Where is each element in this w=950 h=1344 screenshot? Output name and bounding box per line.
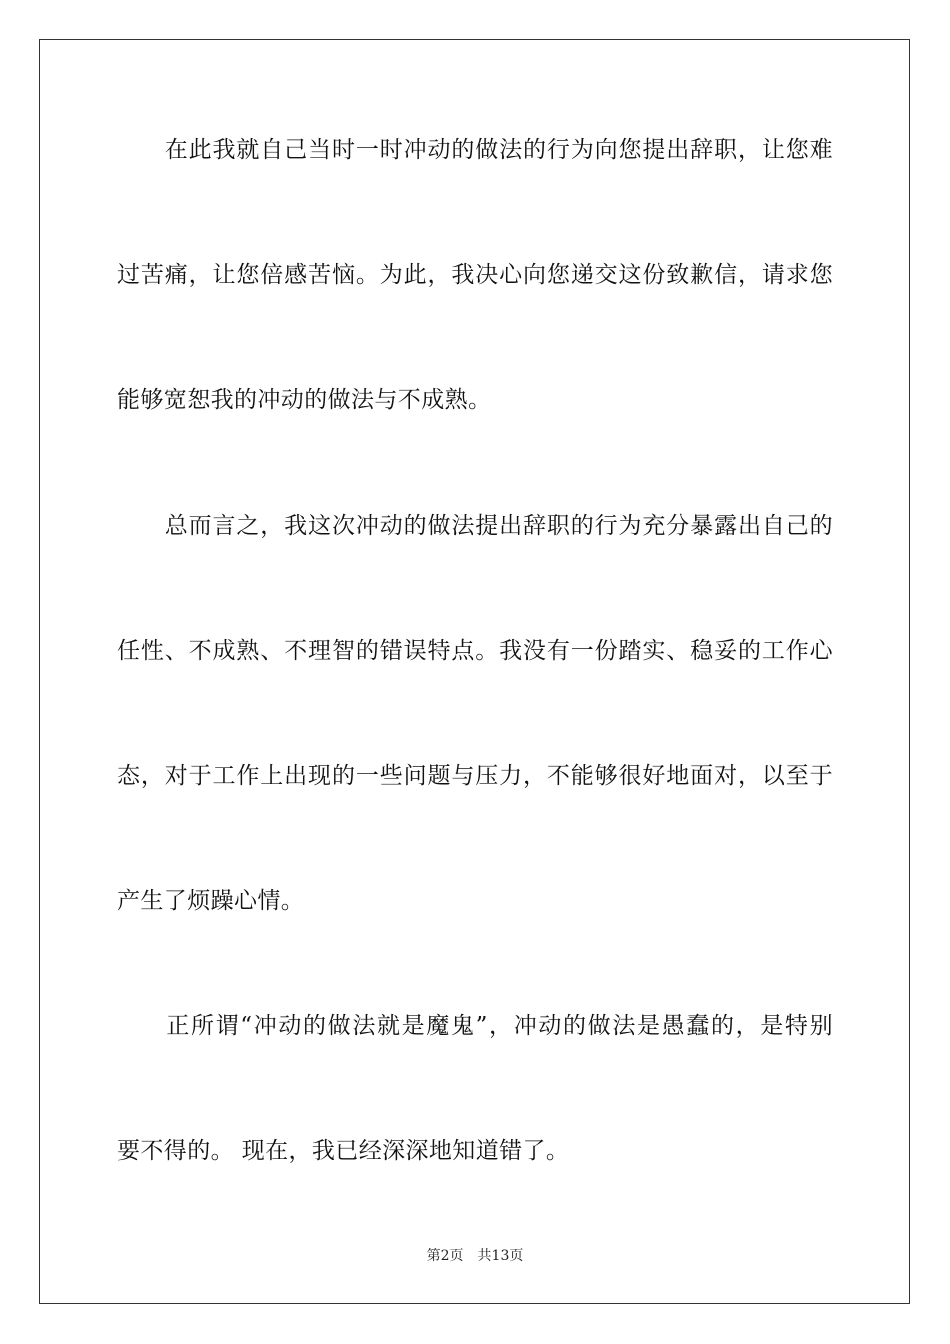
body-text-line: 要不得的。 现在，我已经深深地知道错了。: [117, 1138, 570, 1164]
body-text-line: 正所谓“冲动的做法就是魔鬼”，冲动的做法是愚蠢的，是特别: [117, 1013, 833, 1039]
body-text-line: 在此我就自己当时一时冲动的做法的行为向您提出辞职，让您难: [117, 137, 833, 163]
page-number: 第2页: [426, 1248, 464, 1264]
body-text-line: 总而言之，我这次冲动的做法提出辞职的行为充分暴露出自己的: [117, 513, 833, 539]
body-text-line: 态，对于工作上出现的一些问题与压力，不能够很好地面对，以至于: [117, 763, 833, 789]
body-text-line: 过苦痛，让您倍感苦恼。为此，我决心向您递交这份致歉信，请求您: [117, 262, 833, 288]
body-text-line: 任性、不成熟、不理智的错误特点。我没有一份踏实、稳妥的工作心: [117, 638, 833, 664]
page-footer: [0, 1247, 950, 1265]
page-total: 共13页: [477, 1248, 524, 1264]
body-text-line: 能够宽恕我的冲动的做法与不成熟。: [117, 387, 492, 413]
body-text-line: 产生了烦躁心情。: [117, 888, 305, 914]
page-border: [39, 39, 910, 1304]
